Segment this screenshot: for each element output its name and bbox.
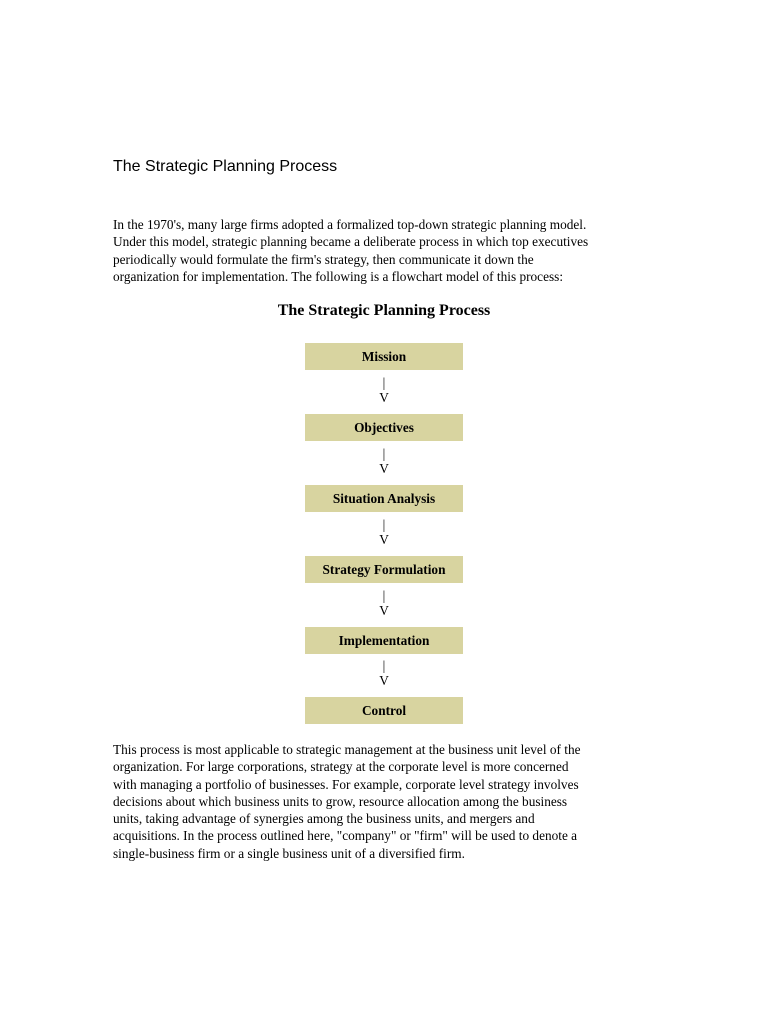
arrow-shaft: | [382, 658, 386, 673]
flowchart-step-objectives: Objectives [305, 414, 463, 441]
flowchart-step-strategy-formulation: Strategy Formulation [305, 556, 463, 583]
flowchart-arrow [364, 375, 404, 405]
closing-line: single-business firm or a single business unit of a diversified firm. [113, 845, 465, 861]
flowchart-arrow [364, 517, 404, 547]
closing-line: decisions about which business units to grow, resource allocation among the business [113, 793, 568, 809]
flowchart-step-mission: Mission [305, 343, 463, 370]
closing-line: with managing a portfolio of businesses. For example, corporate level strategy involves [113, 776, 579, 792]
intro-line: organization for implementation. The following is a flowchart model of this process: [113, 268, 564, 284]
intro-line: In the 1970's, many large firms adopted a formalized top-down strategic planning model. [113, 217, 587, 232]
arrow-shaft: | [382, 446, 386, 461]
arrow-shaft: | [382, 375, 386, 390]
closing-paragraph [113, 741, 653, 862]
arrow-head: V [379, 390, 389, 405]
intro-line: Under this model, strategic planning became a deliberate process in which top executives [113, 234, 589, 250]
flowchart-title: The Strategic Planning Process [277, 302, 491, 319]
arrow-head: V [379, 461, 389, 476]
flowchart-step-implementation: Implementation [305, 627, 463, 654]
flowchart-arrow [364, 446, 404, 476]
closing-line: This process is most applicable to strategic management at the business unit level of the [113, 742, 581, 757]
arrow-head: V [379, 532, 389, 547]
arrow-shaft: | [382, 588, 386, 603]
intro-paragraph [113, 216, 653, 285]
arrow-head: V [379, 673, 389, 688]
page-heading: The Strategic Planning Process [113, 158, 338, 175]
closing-line: acquisitions. In the process outlined here, "company" or "firm" will be used to denote a [113, 828, 578, 844]
arrow-head: V [379, 603, 389, 618]
flowchart-arrow [364, 658, 404, 688]
flowchart-arrow [364, 588, 404, 618]
intro-line: periodically would formulate the firm's strategy, then communicate it down the [113, 251, 534, 267]
closing-line: units, taking advantage of synergies among the business units, and mergers and [113, 811, 535, 827]
flowchart-step-control: Control [305, 697, 463, 724]
arrow-shaft: | [382, 517, 386, 532]
closing-line: organization. For large corporations, strategy at the corporate level is more concerned [113, 759, 569, 775]
flowchart-step-situation-analysis: Situation Analysis [305, 485, 463, 512]
